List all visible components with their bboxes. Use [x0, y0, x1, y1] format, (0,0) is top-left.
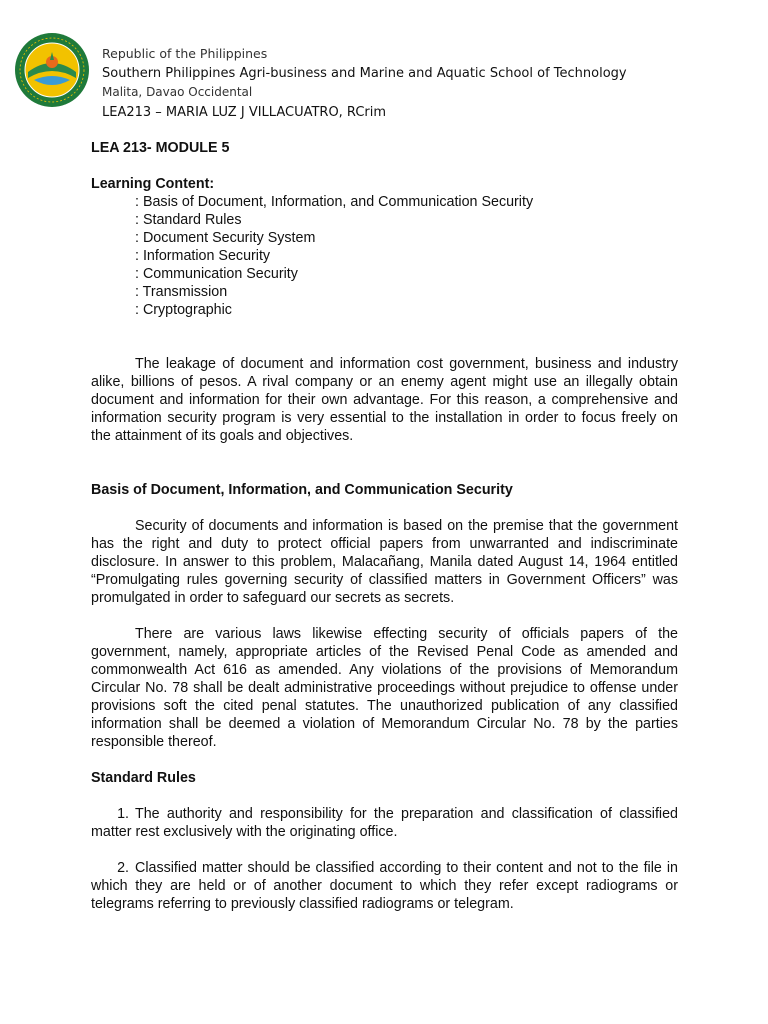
- learning-content-heading: Learning Content:: [91, 176, 215, 192]
- school-location: Malita, Davao Occidental: [102, 85, 253, 99]
- rule-text: Classified matter should be classified according to their content and not to the file in which they are held or of another document to which they refer except radiograms or telegrams referring to previously classified radiograms or telegram.: [91, 860, 678, 912]
- basis-paragraph-1: Security of documents and information is based on the premise that the government has the right and duty to protect official papers from unwarranted and indiscriminate disclosure. In answer to this problem, Malacañang, Manila dated August 14, 1964 entitled “Promulgating rules governing security of classified matters in Government Officers” was promulgated in order to safeguard our secrets as secrets.: [91, 518, 678, 606]
- list-item: : Transmission: [135, 284, 228, 300]
- rule-item-1: [91, 805, 678, 841]
- standard-rules-heading: Standard Rules: [91, 770, 196, 786]
- republic-line: Republic of the Philippines: [102, 46, 268, 61]
- course-instructor: LEA213 – MARIA LUZ J VILLACUATRO, RCrim: [102, 104, 387, 120]
- learning-content-list: [91, 193, 678, 319]
- intro-paragraph: The leakage of document and information cost government, business and industry alike, billions of pesos. A rival company or an enemy agent might use an illegally obtain document and information for their own advantage. For this reason, a comprehensive and information security program is very essential to the installation in order to focus freely on the attainment of its goals and objectives.: [91, 356, 678, 444]
- document-body: [91, 139, 678, 913]
- rule-item-2: [91, 859, 678, 913]
- rule-text: The authority and responsibility for the preparation and classification of classified matter rest exclusively with the originating office.: [91, 806, 678, 840]
- list-item: : Document Security System: [135, 230, 316, 246]
- rule-number: 2.: [117, 860, 129, 876]
- rule-number: 1.: [117, 806, 129, 822]
- list-item: : Basis of Document, Information, and Communication Security: [135, 194, 534, 210]
- list-item: : Standard Rules: [135, 212, 242, 228]
- school-seal-logo: [14, 32, 90, 108]
- standard-rules-list: [91, 805, 678, 913]
- list-item: : Communication Security: [135, 266, 298, 282]
- list-item: : Information Security: [135, 248, 271, 264]
- basis-paragraph-2: There are various laws likewise effecting security of officials papers of the government, namely, appropriate articles of the Revised Penal Code as amended and commonwealth Act 616 as amended. Any violations of the provisions of Memorandum Circular No. 78 shall be dealt administrative proceedings without prejudice to offense under provisions soft the cited penal statutes. The unauthorized publication of any classified information shall be deemed a violation of Memorandum Circular No. 78 by the parties responsible thereof.: [91, 626, 678, 750]
- list-item: : Cryptographic: [135, 302, 232, 318]
- school-name: Southern Philippines Agri-business and Marine and Aquatic School of Technology: [102, 65, 627, 81]
- letterhead: [102, 44, 627, 122]
- basis-section-heading: Basis of Document, Information, and Communication Security: [91, 482, 513, 498]
- module-title: LEA 213- MODULE 5: [91, 140, 230, 156]
